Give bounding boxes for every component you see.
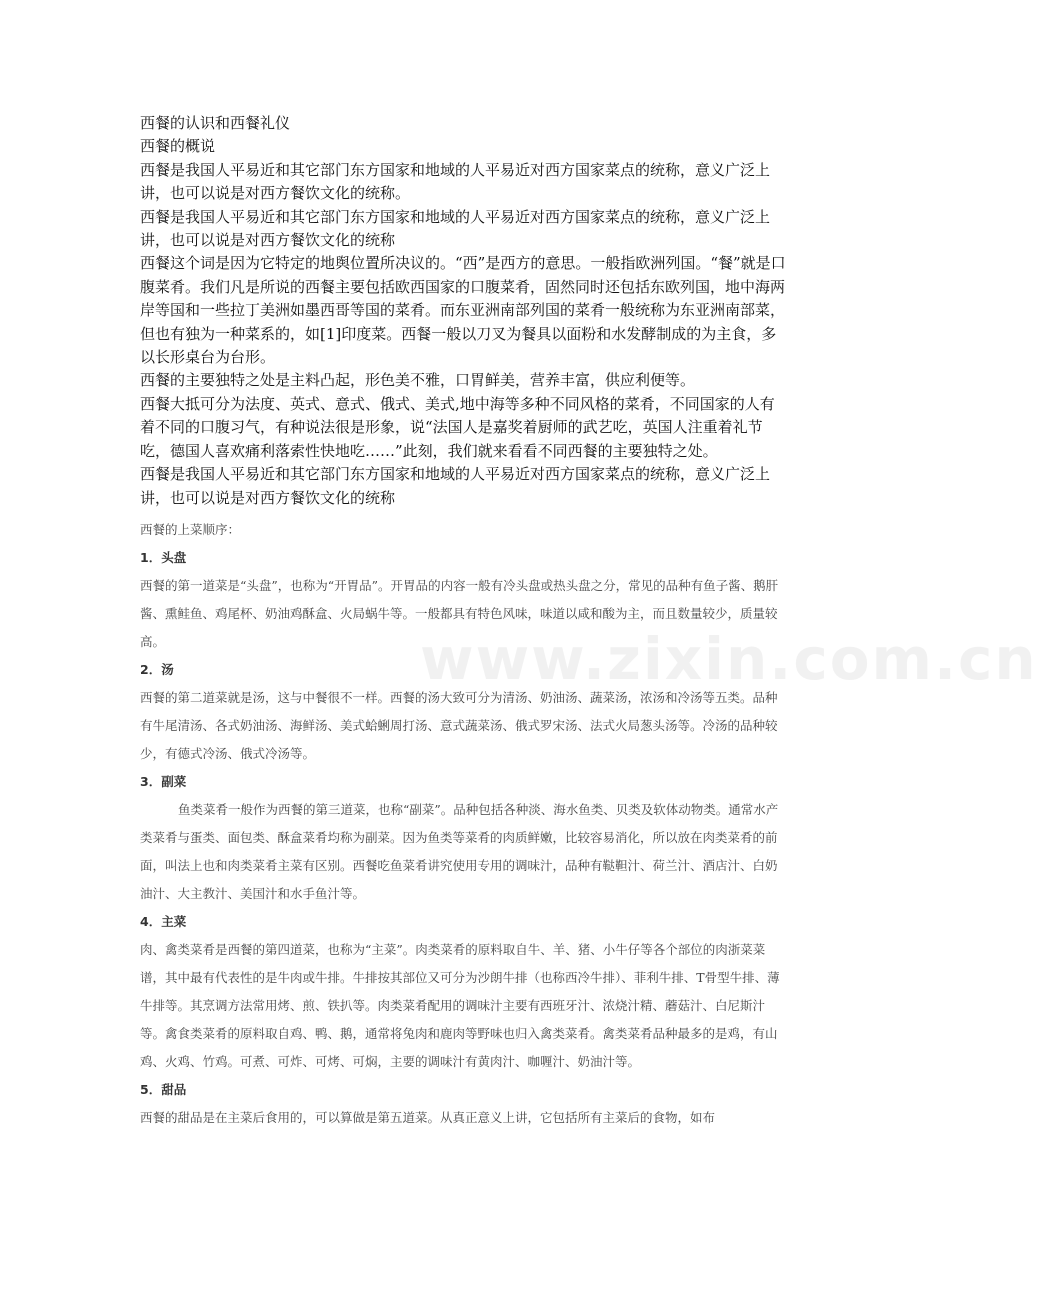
section-heading-dessert: 5．甜品 — [140, 1081, 187, 1097]
section-text-side-dish: 鱼类菜肴一般作为西餐的第三道菜，也称“副菜”。品种包括各种淡、海水鱼类、贝类及软体动物类。通常水产类菜肴与蛋类、面包类、酥盒菜肴均称为副菜。因为鱼类等菜肴的肉质鲜嫩，比较容易消化，所以放在肉类菜肴的前面，叫法上也和肉类菜肴主菜有区别。西餐吃鱼菜肴讲究使用专用的调味汁，品种有鞑靼汁、荷兰汁、酒店汁、白奶油汁、大主教汁、美国汁和水手鱼汁等。 — [140, 801, 779, 901]
document-body — [140, 112, 786, 1132]
intro-paragraph: 西餐这个词是因为它特定的地舆位置所决议的。“西”是西方的意思。一般指欧洲列国。“餐”就是口腹菜肴。我们凡是所说的西餐主要包括欧西国家的口腹菜肴，固然同时还包括东欧列国，地中海两岸等国和一些拉丁美洲如墨西哥等国的菜肴。而东亚洲南部列国的菜肴一般统称为东亚洲南部菜，但也有独为一种菜系的，如[1]印度菜。西餐一般以刀叉为餐具以面粉和水发酵制成的为主食，多以长形桌台为台形。 — [140, 254, 786, 367]
section-heading-soup: 2．汤 — [140, 661, 174, 677]
intro-paragraph: 西餐是我国人平易近和其它部门东方国家和地域的人平易近对西方国家菜点的统称，意义广泛上讲，也可以说是对西方餐饮文化的统称 — [140, 465, 771, 507]
intro-paragraph: 西餐的主要独特之处是主料凸起，形色美不雅，口胃鲜美，营养丰富，供应利便等。 — [140, 371, 696, 390]
document-title: 西餐的认识和西餐礼仪 — [140, 114, 291, 132]
intro-paragraph: 西餐是我国人平易近和其它部门东方国家和地域的人平易近对西方国家菜点的统称，意义广泛上讲，也可以说是对西方餐饮文化的统称 — [140, 207, 771, 250]
section-text-dessert: 西餐的甜品是在主菜后食用的，可以算做是第五道菜。从真正意义上讲，它包括所有主菜后的食物，如布 — [140, 1109, 716, 1125]
section-heading-main-course: 4．主菜 — [140, 913, 187, 929]
section-text-main-course: 肉、禽类菜肴是西餐的第四道菜，也称为“主菜”。肉类菜肴的原料取自牛、羊、猪、小牛仔等各个部位的肉浙菜菜谱，其中最有代表性的是牛肉或牛排。牛排按其部位又可分为沙朗牛排（也称西冷牛排）、菲利牛排、T骨型牛排、薄牛排等。其烹调方法常用烤、煎、铁扒等。肉类菜肴配用的调味汁主要有西班牙汁、浓烧汁精、蘑菇汁、白尼斯汁等。禽食类菜肴的原料取自鸡、鸭、鹅，通常将兔肉和鹿肉等野味也归入禽类菜肴。禽类菜肴品种最多的是鸡，有山鸡、火鸡、竹鸡。可煮、可炸、可烤、可焖，主要的调味汁有黄肉汁、咖喱汁、奶油汁等。 — [140, 941, 780, 1069]
section-text-soup: 西餐的第二道菜就是汤，这与中餐很不一样。西餐的汤大致可分为清汤、奶油汤、蔬菜汤，浓汤和冷汤等五类。品种有牛尾清汤、各式奶油汤、海鲜汤、美式蛤蜊周打汤、意式蔬菜汤、俄式罗宋汤、法式火局葱头汤等。冷汤的品种较少，有德式冷汤、俄式冷汤等。 — [140, 689, 778, 761]
intro-paragraph: 西餐大抵可分为法度、英式、意式、俄式、美式,地中海等多种不同风格的菜肴，不同国家的人有着不同的口腹习气，有种说法很是形象，说“法国人是嘉奖着厨师的武艺吃，英国人注重着礼节吃，德国人喜欢痛利落索性快地吃……”此刻，我们就来看看不同西餐的主要独特之处。 — [140, 394, 775, 460]
section-heading-appetizer: 1．头盘 — [140, 549, 187, 565]
document-subtitle: 西餐的概说 — [140, 137, 216, 156]
intro-paragraph: 西餐是我国人平易近和其它部门东方国家和地域的人平易近对西方国家菜点的统称，意义广泛上讲，也可以说是对西方餐饮文化的统称。 — [140, 160, 771, 203]
watermark: www.zixin.com.cn — [420, 625, 1038, 693]
order-heading: 西餐的上菜顺序： — [140, 521, 241, 537]
section-text-appetizer: 西餐的第一道菜是“头盘”，也称为“开胃品”。开胃品的内容一般有冷头盘或热头盘之分，常见的品种有鱼子酱、鹅肝酱、熏鲑鱼、鸡尾杯、奶油鸡酥盒、火局蜗牛等。一般都具有特色风味，味道以咸和酸为主，而且数量较少，质量较高。 — [140, 577, 779, 649]
section-heading-side-dish: 3．副菜 — [140, 773, 187, 789]
